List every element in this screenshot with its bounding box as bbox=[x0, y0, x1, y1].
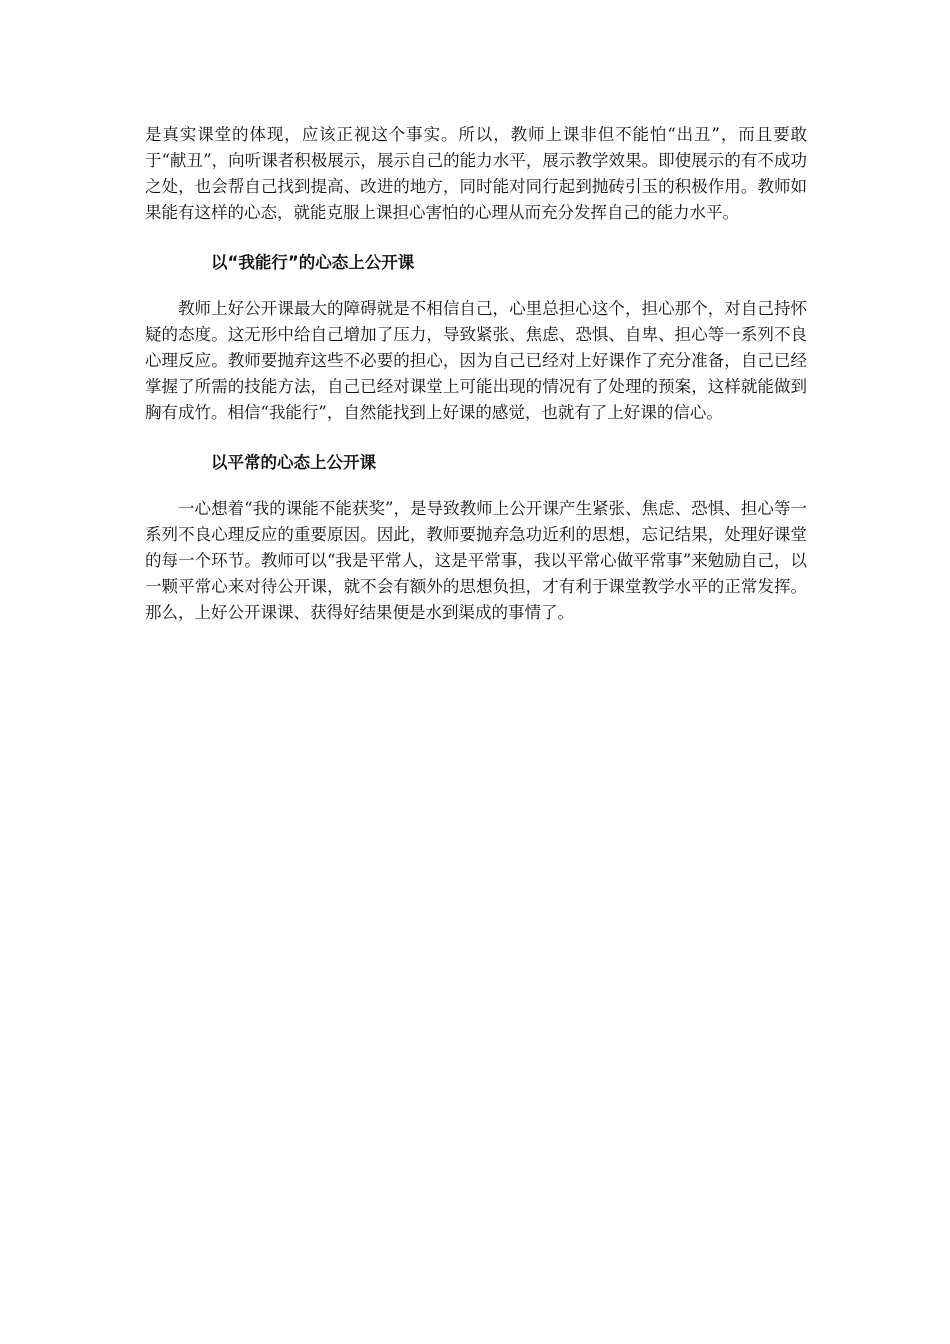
section-heading-confidence: 以“我能行”的心态上公开课 bbox=[211, 253, 415, 272]
section-heading-ordinary-mind: 以平常的心态上公开课 bbox=[211, 453, 376, 472]
spacer bbox=[145, 476, 807, 496]
paragraph-continued: 是真实课堂的体现，应该正视这个事实。所以，教师上课非但不能怕“出丑”，而且要敢于“献丑”，向听课者积极展示，展示自己的能力水平，展示教学效果。即使展示的有不成功之处，也会帮自己找到提高、改进的地方，同时能对同行起到抛砖引玉的积极作用。教师如果能有这样的心态，就能克服上课担心害怕的心理从而充分发挥自己的能力水平。 bbox=[145, 125, 807, 222]
document-page bbox=[145, 122, 807, 626]
paragraph-confidence: 教师上好公开课最大的障碍就是不相信自己，心里总担心这个，担心那个，对自己持怀疑的态度。这无形中给自己增加了压力，导致紧张、焦虑、恐惧、自卑、担心等一系列不良心理反应。教师要抛弃这些不必要的担心，因为自己已经对上好课作了充分准备，自己已经掌握了所需的技能方法，自己已经对课堂上可能出现的情况有了处理的预案，这样就能做到胸有成竹。相信“我能行”，自然能找到上好课的感觉，也就有了上好课的信心。 bbox=[145, 299, 807, 422]
spacer bbox=[145, 276, 807, 296]
spacer bbox=[145, 426, 807, 450]
paragraph-ordinary-mind: 一心想着“我的课能不能获奖”，是导致教师上公开课产生紧张、焦虑、恐惧、担心等一系列不良心理反应的重要原因。因此，教师要抛弃急功近利的思想，忘记结果，处理好课堂的每一个环节。教师可以“我是平常人，这是平常事，我以平常心做平常事”来勉励自己，以一颗平常心来对待公开课，就不会有额外的思想负担，才有利于课堂教学水平的正常发挥。那么，上好公开课课、获得好结果便是水到渠成的事情了。 bbox=[145, 499, 807, 622]
spacer bbox=[145, 226, 807, 250]
